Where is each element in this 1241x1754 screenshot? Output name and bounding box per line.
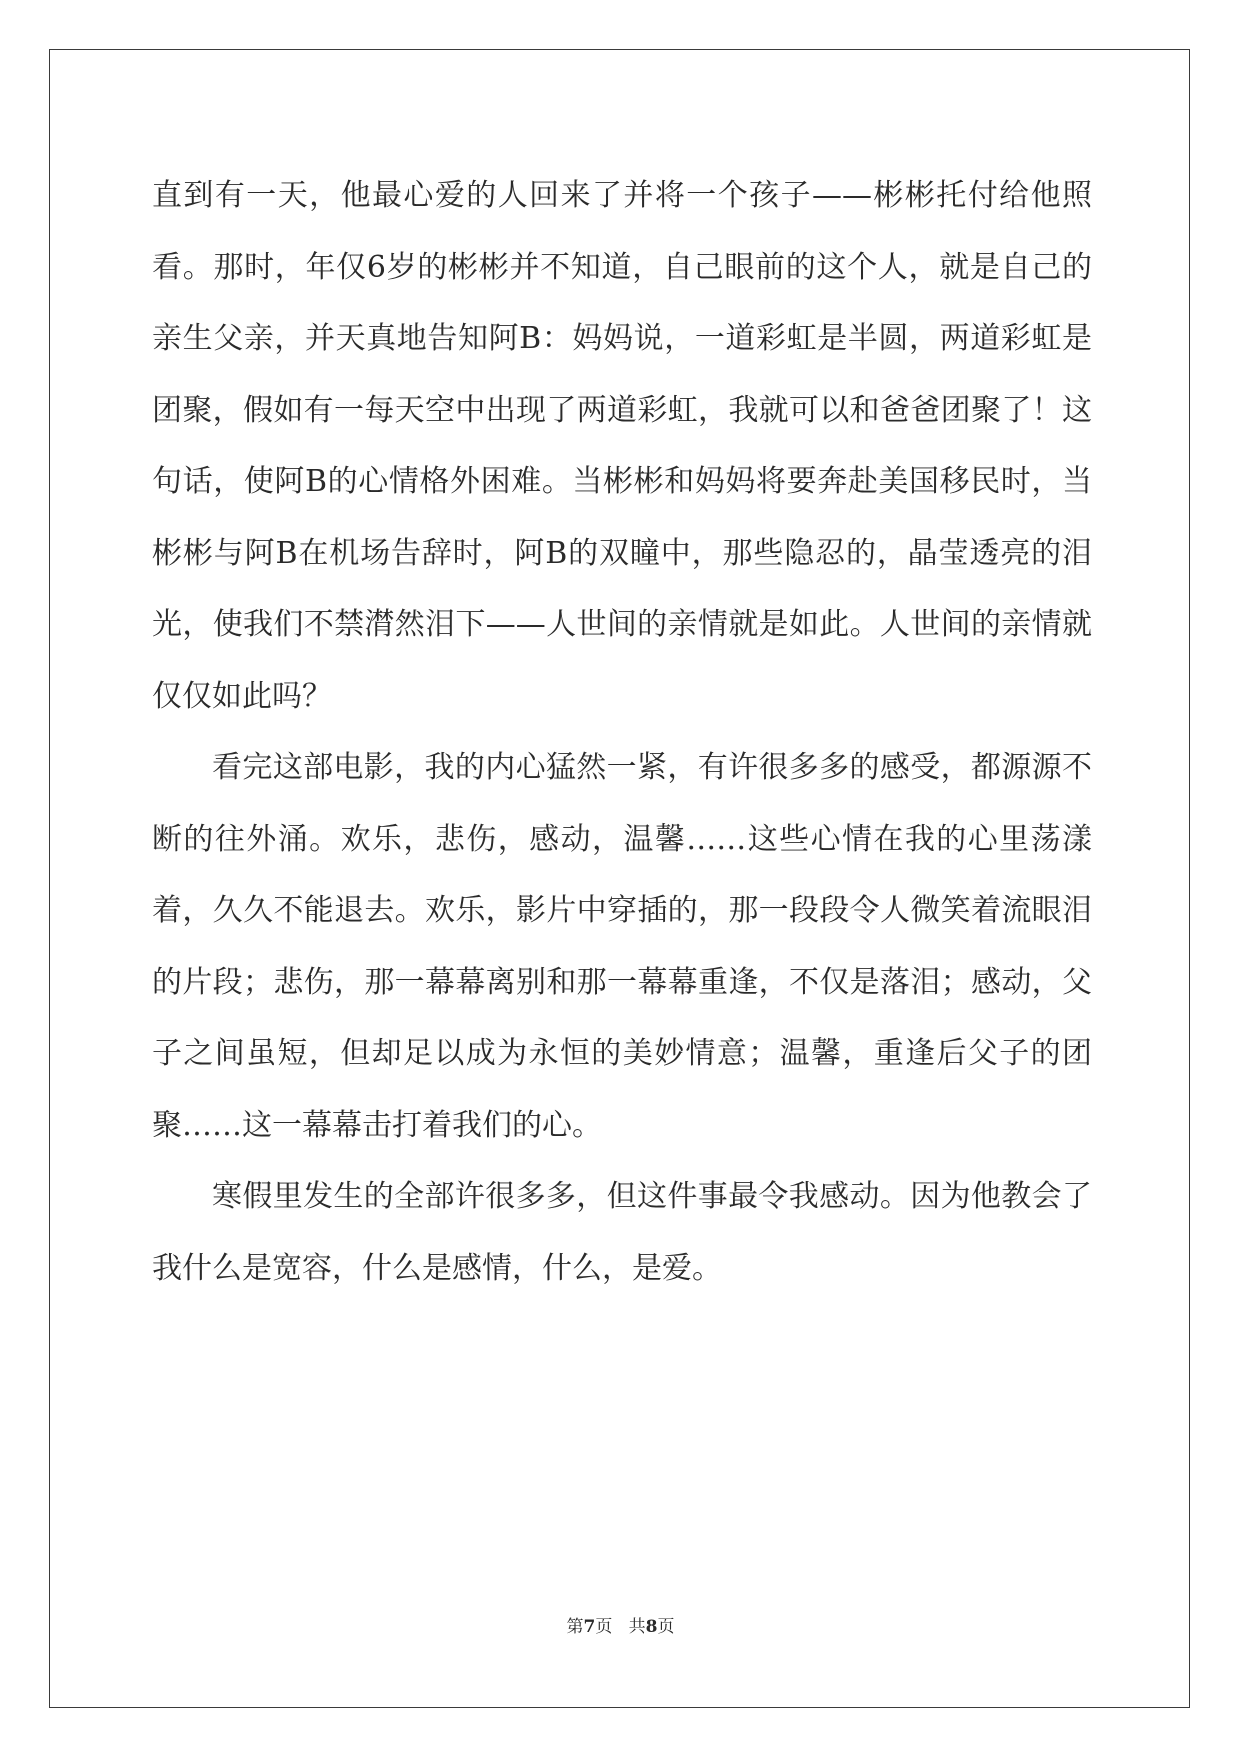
page-footer: [0, 1612, 1241, 1637]
footer-middle: 页 共: [595, 1617, 646, 1637]
paragraph-1: 直到有一天，他最心爱的人回来了并将一个孩子——彬彬托付给他照看。那时，年仅6岁的彬彬并不知道，自己眼前的这个人，就是自己的亲生父亲，并天真地告知阿B：妈妈说，一道彩虹是半圆，两道彩虹是团聚，假如有一每天空中出现了两道彩虹，我就可以和爸爸团聚了！这句话，使阿B的心情格外困难。当彬彬和妈妈将要奔赴美国移民时，当彬彬与阿B在机场告辞时，阿B的双瞳中，那些隐忍的，晶莹透亮的泪光，使我们不禁潸然泪下——人世间的亲情就是如此。人世间的亲情就仅仅如此吗？: [152, 178, 1092, 714]
paragraph-3: 寒假里发生的全部许很多多，但这件事最令我感动。因为他教会了我什么是宽容，什么是感情，什么，是爱。: [152, 1179, 1092, 1286]
total-pages: 8: [645, 1617, 658, 1637]
document-body: [152, 160, 1092, 1304]
paragraph-2: 看完这部电影，我的内心猛然一紧，有许很多多的感受，都源源不断的往外涌。欢乐，悲伤，感动，温馨……这些心情在我的心里荡漾着，久久不能退去。欢乐，影片中穿插的，那一段段令人微笑着流眼泪的片段；悲伤，那一幕幕离别和那一幕幕重逢，不仅是落泪；感动，父子之间虽短，但却足以成为永恒的美妙情意；温馨，重逢后父子的团聚……这一幕幕击打着我们的心。: [152, 750, 1092, 1143]
page-number: 7: [583, 1617, 596, 1637]
footer-suffix: 页: [657, 1617, 675, 1637]
footer-prefix: 第: [566, 1617, 584, 1637]
